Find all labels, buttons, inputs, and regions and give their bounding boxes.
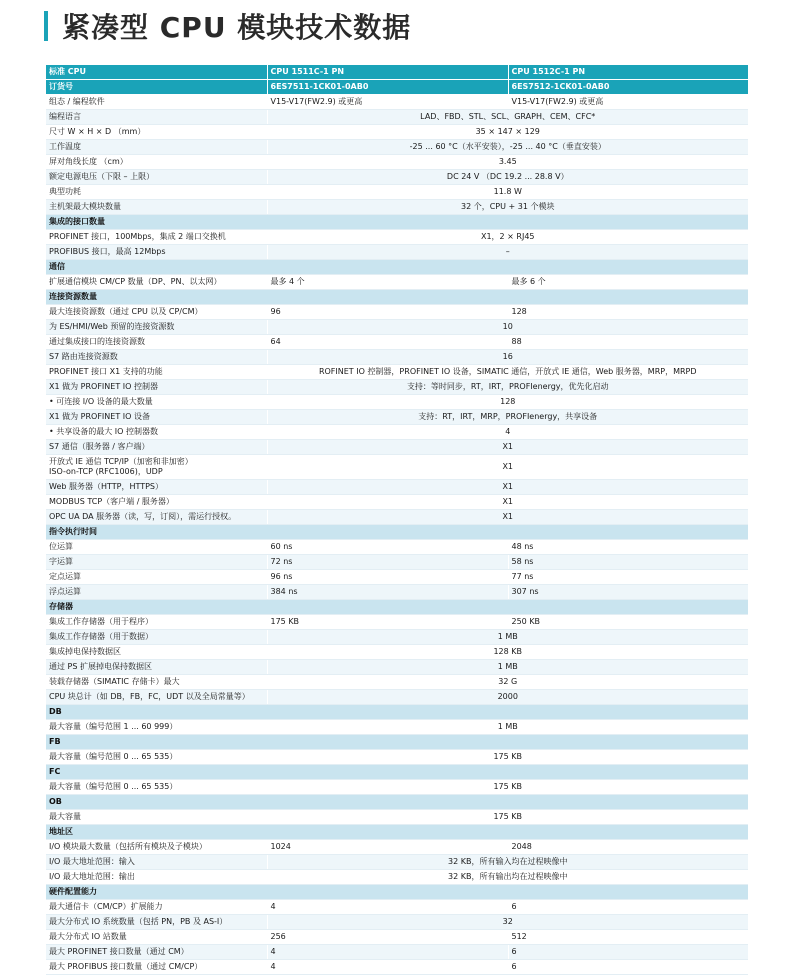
row-shared-value-cell: 1 MB (267, 720, 748, 735)
table-row (46, 675, 748, 690)
row-shared-value-cell: 175 KB (267, 750, 748, 765)
row-shared-value-cell: 10 (267, 320, 748, 335)
table-row (46, 660, 748, 675)
row-shared-value-cell: 3.45 (267, 155, 748, 170)
row-cpu1511-value-cell: 96 ns (267, 570, 508, 585)
section-header-row (46, 525, 748, 540)
row-label-cell: 集成工作存储器（用于数据） (46, 630, 267, 645)
table-row (46, 510, 748, 525)
table-row (46, 540, 748, 555)
row-label-cell: • 可连接 I/O 设备的最大数量 (46, 395, 267, 410)
table-header-row (46, 80, 748, 95)
row-label-cell: X1 做为 PROFINET IO 设备 (46, 410, 267, 425)
row-shared-value-cell: -25 ... 60 °C（水平安装），-25 ... 40 °C（垂直安装） (267, 140, 748, 155)
row-shared-value-cell: – (267, 245, 748, 260)
table-row (46, 110, 748, 125)
row-label-cell: 工作温度 (46, 140, 267, 155)
section-header-row (46, 765, 748, 780)
table-row (46, 480, 748, 495)
table-row (46, 495, 748, 510)
row-cpu1512-value-cell: 307 ns (508, 585, 748, 600)
table-row (46, 320, 748, 335)
row-label-cell: 浮点运算 (46, 585, 267, 600)
table-row (46, 645, 748, 660)
row-cpu1511-value-cell: 最多 4 个 (267, 275, 508, 290)
table-row (46, 750, 748, 765)
row-cpu1512-value-cell: 6 (508, 900, 748, 915)
row-cpu1511-value-cell: 4 (267, 900, 508, 915)
row-label-cell: 主机架最大模块数量 (46, 200, 267, 215)
section-title: 地址区 (46, 825, 748, 840)
row-label-cell: MODBUS TCP（客户端 / 服务器） (46, 495, 267, 510)
row-shared-value-cell: X1 (267, 440, 748, 455)
row-shared-value-cell: 1 MB (267, 630, 748, 645)
table-row (46, 615, 748, 630)
table-row (46, 455, 748, 480)
row-shared-value-cell: 4 (267, 425, 748, 440)
spec-table-body (46, 65, 748, 975)
row-label-cell: OPC UA DA 服务器（读，写，订阅），需运行授权。 (46, 510, 267, 525)
row-label-cell: 额定电源电压（下限 – 上限） (46, 170, 267, 185)
table-row (46, 335, 748, 350)
table-row (46, 140, 748, 155)
table-row (46, 410, 748, 425)
section-title: 硬件配置能力 (46, 885, 748, 900)
row-cpu1511-value-cell: 96 (267, 305, 508, 320)
row-shared-value-cell: ROFINET IO 控制器，PROFINET IO 设备，SIMATIC 通信，开放式 IE 通信，Web 服务器，MRP，MRPD (267, 365, 748, 380)
table-row (46, 570, 748, 585)
row-label-cell: PROFINET 接口 X1 支持的功能 (46, 365, 267, 380)
row-shared-value-cell: 175 KB (267, 780, 748, 795)
table-row (46, 720, 748, 735)
row-shared-value-cell: 128 KB (267, 645, 748, 660)
table-row (46, 305, 748, 320)
table-row (46, 185, 748, 200)
table-row (46, 960, 748, 975)
row-shared-value-cell: LAD、FBD、STL、SCL、GRAPH、CEM、CFC* (267, 110, 748, 125)
header-cpu1511-cell: 6ES7511-1CK01-0AB0 (267, 80, 508, 95)
row-cpu1512-value-cell: V15-V17(FW2.9) 或更高 (508, 95, 748, 110)
row-label-cell: 屏对角线长度 （cm） (46, 155, 267, 170)
row-label-cell: 通过集成接口的连接资源数 (46, 335, 267, 350)
row-label-cell: 通过 PS 扩展掉电保持数据区 (46, 660, 267, 675)
table-row (46, 425, 748, 440)
table-row (46, 555, 748, 570)
row-label-line: ISO-on-TCP (RFC1006)，UDP (49, 467, 163, 476)
section-title: FC (46, 765, 748, 780)
table-row (46, 440, 748, 455)
row-shared-value-cell: 128 (267, 395, 748, 410)
row-shared-value-cell: 32 KB，所有输出均在过程映像中 (267, 870, 748, 885)
row-shared-value-cell: 32 (267, 915, 748, 930)
row-label-cell (46, 455, 267, 480)
section-title: OB (46, 795, 748, 810)
row-label-cell: 尺寸 W × H × D （mm） (46, 125, 267, 140)
row-label-cell: 最大通信卡（CM/CP）扩展能力 (46, 900, 267, 915)
table-header-row (46, 65, 748, 80)
row-label-cell: 位运算 (46, 540, 267, 555)
section-title: 指令执行时间 (46, 525, 748, 540)
section-title: 存储器 (46, 600, 748, 615)
header-label-cell: 标准 CPU (46, 65, 267, 80)
section-header-row (46, 215, 748, 230)
table-row (46, 630, 748, 645)
row-label-cell: 最大容量 (46, 810, 267, 825)
table-row (46, 840, 748, 855)
row-cpu1511-value-cell: 256 (267, 930, 508, 945)
row-label-cell: S7 通信（服务器 / 客户端） (46, 440, 267, 455)
row-label-cell: I/O 模块最大数量（包括所有模块及子模块） (46, 840, 267, 855)
section-title: 集成的接口数量 (46, 215, 748, 230)
title-accent-bar (44, 11, 48, 41)
row-label-cell: S7 路由连接资源数 (46, 350, 267, 365)
row-label-cell: 典型功耗 (46, 185, 267, 200)
row-cpu1512-value-cell: 58 ns (508, 555, 748, 570)
row-shared-value-cell: X1 (267, 480, 748, 495)
row-cpu1511-value-cell: 4 (267, 945, 508, 960)
page-title: 紧凑型 CPU 模块技术数据 (62, 11, 412, 44)
row-cpu1511-value-cell: 1024 (267, 840, 508, 855)
table-row (46, 350, 748, 365)
row-cpu1512-value-cell: 88 (508, 335, 748, 350)
table-row (46, 230, 748, 245)
row-label-cell: 最大分布式 IO 系统数量（包括 PN，PB 及 AS-I） (46, 915, 267, 930)
section-header-row (46, 795, 748, 810)
row-cpu1512-value-cell: 250 KB (508, 615, 748, 630)
row-cpu1511-value-cell: 60 ns (267, 540, 508, 555)
table-row (46, 200, 748, 215)
row-label-cell: 最大容量（编号范围 0 ... 65 535） (46, 750, 267, 765)
row-label-cell: 定点运算 (46, 570, 267, 585)
row-shared-value-cell: 支持：等时同步，RT，IRT，PROFIenergy，优先化启动 (267, 380, 748, 395)
table-row (46, 380, 748, 395)
table-row (46, 780, 748, 795)
table-row (46, 900, 748, 915)
section-header-row (46, 600, 748, 615)
table-row (46, 170, 748, 185)
header-label-cell: 订货号 (46, 80, 267, 95)
table-row (46, 945, 748, 960)
section-title: 通信 (46, 260, 748, 275)
row-label-cell: • 共享设备的最大 IO 控制器数 (46, 425, 267, 440)
row-label-cell: 最大容量（编号范围 1 ... 60 999） (46, 720, 267, 735)
section-title: FB (46, 735, 748, 750)
row-shared-value-cell: 11.8 W (267, 185, 748, 200)
row-cpu1512-value-cell: 512 (508, 930, 748, 945)
row-cpu1511-value-cell: 72 ns (267, 555, 508, 570)
row-shared-value-cell: 32 个，CPU + 31 个模块 (267, 200, 748, 215)
row-shared-value-cell: 35 × 147 × 129 (267, 125, 748, 140)
row-shared-value-cell: X1 (267, 455, 748, 480)
table-row (46, 585, 748, 600)
header-cpu1512-cell: CPU 1512C-1 PN (508, 65, 748, 80)
row-shared-value-cell: 32 KB，所有输入均在过程映像中 (267, 855, 748, 870)
row-shared-value-cell: X1，2 × RJ45 (267, 230, 748, 245)
row-label-cell: 为 ES/HMI/Web 预留的连接资源数 (46, 320, 267, 335)
table-row (46, 395, 748, 410)
section-title: DB (46, 705, 748, 720)
row-label-cell: 最大 PROFIBUS 接口数量（通过 CM/CP） (46, 960, 267, 975)
row-shared-value-cell: 支持：RT，IRT，MRP，PROFIenergy，共享设备 (267, 410, 748, 425)
table-row (46, 245, 748, 260)
row-label-cell: X1 做为 PROFINET IO 控制器 (46, 380, 267, 395)
row-cpu1512-value-cell: 最多 6 个 (508, 275, 748, 290)
row-label-cell: 最大 PROFINET 接口数量（通过 CM） (46, 945, 267, 960)
section-header-row (46, 735, 748, 750)
row-label-cell: 最大连接资源数（通过 CPU 以及 CP/CM） (46, 305, 267, 320)
row-label-cell: I/O 最大地址范围：输出 (46, 870, 267, 885)
row-cpu1512-value-cell: 128 (508, 305, 748, 320)
row-cpu1512-value-cell: 48 ns (508, 540, 748, 555)
table-row (46, 365, 748, 380)
row-label-cell: Web 服务器（HTTP，HTTPS） (46, 480, 267, 495)
row-shared-value-cell: 175 KB (267, 810, 748, 825)
row-cpu1512-value-cell: 77 ns (508, 570, 748, 585)
row-cpu1512-value-cell: 2048 (508, 840, 748, 855)
row-cpu1511-value-cell: V15-V17(FW2.9) 或更高 (267, 95, 508, 110)
spec-table (46, 65, 748, 975)
row-shared-value-cell: X1 (267, 510, 748, 525)
row-shared-value-cell: X1 (267, 495, 748, 510)
row-cpu1511-value-cell: 175 KB (267, 615, 508, 630)
row-cpu1511-value-cell: 64 (267, 335, 508, 350)
row-label-line: 开放式 IE 通信 TCP/IP（加密和非加密） (49, 457, 193, 466)
row-label-cell: 最大分布式 IO 站数量 (46, 930, 267, 945)
row-shared-value-cell: DC 24 V （DC 19.2 ... 28.8 V） (267, 170, 748, 185)
header-cpu1511-cell: CPU 1511C-1 PN (267, 65, 508, 80)
row-shared-value-cell: 2000 (267, 690, 748, 705)
table-row (46, 125, 748, 140)
row-label-cell: PROFIBUS 接口，最高 12Mbps (46, 245, 267, 260)
row-label-cell: 集成掉电保持数据区 (46, 645, 267, 660)
row-cpu1512-value-cell: 6 (508, 945, 748, 960)
table-row (46, 155, 748, 170)
section-title: 连接资源数量 (46, 290, 748, 305)
section-header-row (46, 705, 748, 720)
table-row (46, 855, 748, 870)
title-block (44, 6, 411, 46)
table-row (46, 810, 748, 825)
row-label-cell: CPU 块总计（如 DB，FB，FC，UDT 以及全局常量等） (46, 690, 267, 705)
row-shared-value-cell: 32 G (267, 675, 748, 690)
section-header-row (46, 885, 748, 900)
row-cpu1511-value-cell: 4 (267, 960, 508, 975)
table-row (46, 930, 748, 945)
section-header-row (46, 290, 748, 305)
table-row (46, 95, 748, 110)
row-label-cell: PROFINET 接口，100Mbps，集成 2 端口交换机 (46, 230, 267, 245)
row-label-cell: 集成工作存储器（用于程序） (46, 615, 267, 630)
table-row (46, 870, 748, 885)
row-shared-value-cell: 1 MB (267, 660, 748, 675)
table-row (46, 275, 748, 290)
row-cpu1512-value-cell: 6 (508, 960, 748, 975)
row-label-cell: 组态 / 编程软件 (46, 95, 267, 110)
row-label-cell: 扩展通信模块 CM/CP 数量（DP、PN、以太网） (46, 275, 267, 290)
row-label-cell: 最大容量（编号范围 0 ... 65 535） (46, 780, 267, 795)
row-label-cell: I/O 最大地址范围：输入 (46, 855, 267, 870)
row-shared-value-cell: 16 (267, 350, 748, 365)
header-cpu1512-cell: 6ES7512-1CK01-0AB0 (508, 80, 748, 95)
table-row (46, 690, 748, 705)
table-row (46, 915, 748, 930)
section-header-row (46, 825, 748, 840)
row-label-cell: 字运算 (46, 555, 267, 570)
section-header-row (46, 260, 748, 275)
row-label-cell: 装载存储器（SIMATIC 存储卡）最大 (46, 675, 267, 690)
row-cpu1511-value-cell: 384 ns (267, 585, 508, 600)
row-label-cell: 编程语言 (46, 110, 267, 125)
